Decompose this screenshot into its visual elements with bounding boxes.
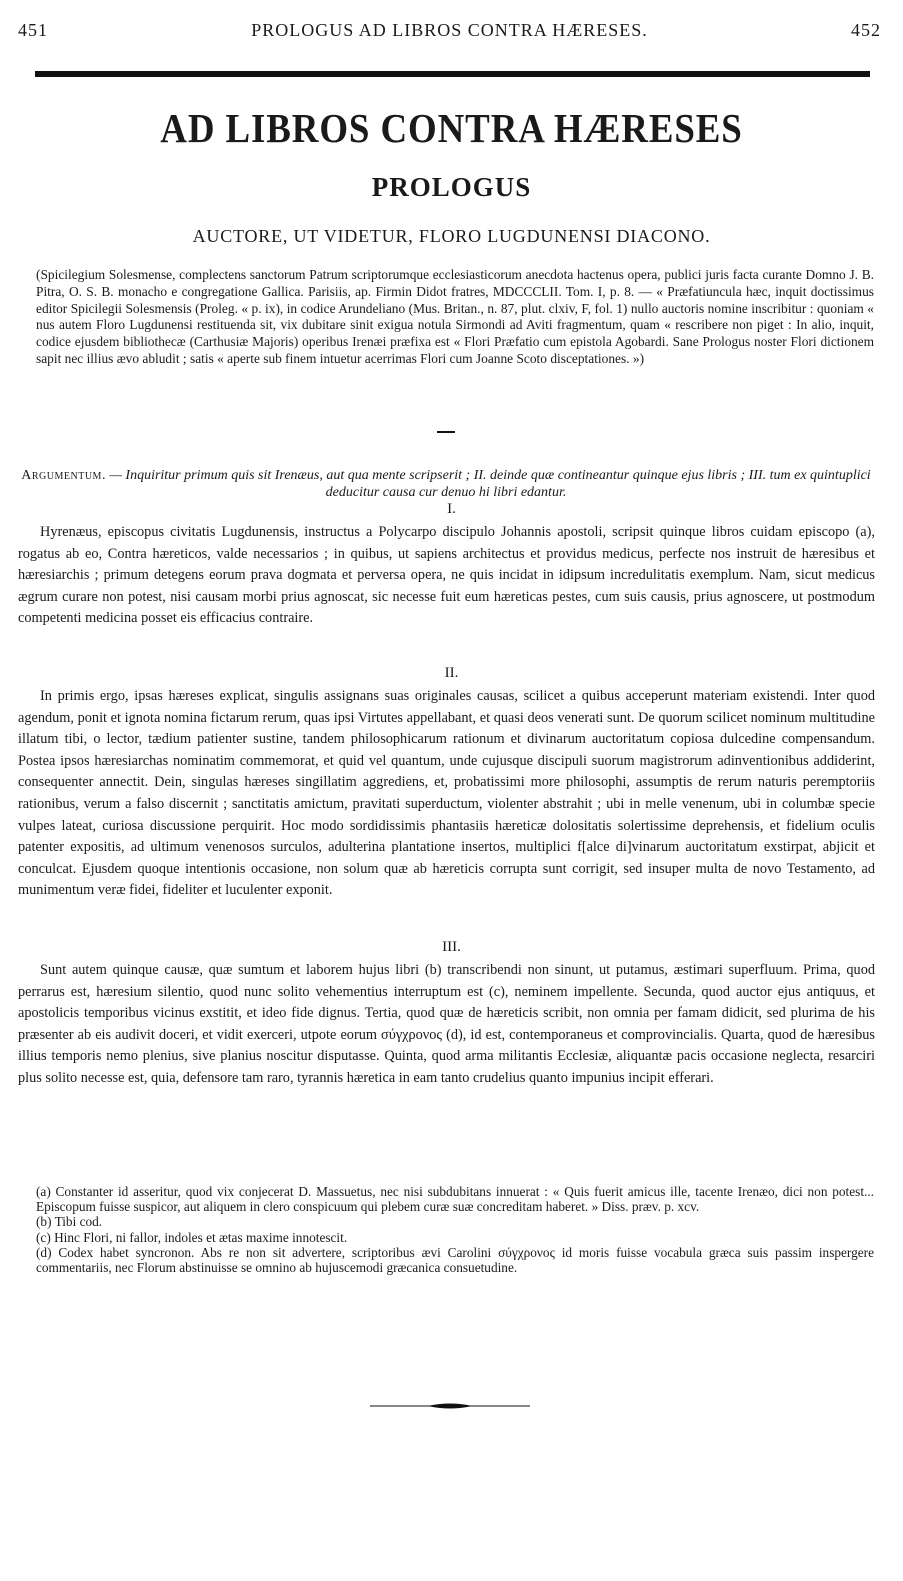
footnote-c: (c) Hinc Flori, ni fallor, indoles et ætas maxime innotescit. bbox=[36, 1229, 348, 1245]
section-divider bbox=[437, 431, 455, 433]
section-paragraph-3: Sunt autem quinque causæ, quæ sumtum et laborem hujus libri (b) transcribendi non sinunt, ut putamus, æstimari superfluum. Prima, quod perrarus est, hæresium silentio, quod nunc solito vehementius interruptum est (c), neminem impellente. Secunda, quod auctor ejus antiquus, et apostolicis temporibus vicinus exstitit, et ideo fide dignus. Tertia, quod quæ de hæreticis scribit, non omnia per famam didicit, sed plurima de his præsenter ab eis audivit doceri, et vidit exerceri, utpote eorum σύγχρονος (d), id est, contemporaneus et comprovincialis. Quarta, quod de hæresibus illius temporis nemo plenius, sive planius noscitur disputasse. Quinta, quod arma militantis Ecclesiæ, aliquantæ pacis occasione neglecta, resarciri plus solito necesse est, quia, defensore tam raro, tyrannis hæretica in eam tanto crudelius quanto impunius incipit efferari. bbox=[18, 962, 875, 1086]
section-number-1: I. bbox=[447, 501, 456, 517]
section-paragraph-1: Hyrenæus, episcopus civitatis Lugdunensis, instructus a Polycarpo discipulo Johannis apostoli, scripsit quinque libros cuidam episcopo (a), rogatus ab eo, Contra hæreticos, valde necessarios ; in quibus, ut sapiens architectus et providus medicus, perfecte nos instruit de hæresibus et hæresiarchis ; primum detegens eorum prava dogmata et perversa opera, ne quis incidat in idipsum incredulitatis exemplum. Nam, sicut medicus ægrum curare non potest, nisi causam morbi prius agnoscat, sic necesse fuit eum hæreticas pestes, cum suis causis, prius agnoscere, ut postmodum competenti medicina posset eis efficacius contraire. bbox=[18, 524, 875, 627]
argument-label: Argumentum. bbox=[21, 468, 106, 483]
argument bbox=[18, 467, 874, 501]
subtitle: PROLOGUS bbox=[371, 172, 532, 202]
source-note bbox=[36, 267, 874, 368]
footnote-d: (d) Codex habet syncronon. Abs re non sit advertere, scriptoribus ævi Carolini σύγχρονος id moris fuisse vocabula græca suis passim inspergere commentariis, nec Florum abstinuisse se omnino ab hujuscemodi græcanica consuetudine. bbox=[36, 1244, 874, 1276]
page-number-right: 452 bbox=[851, 20, 881, 40]
section-number-2: II. bbox=[444, 665, 459, 681]
author-line: AUCTORE, UT VIDETUR, FLORO LUGDUNENSI DIACONO. bbox=[192, 226, 711, 246]
tail-ornament bbox=[370, 1403, 530, 1409]
section-number-3: III. bbox=[442, 939, 461, 955]
main-title: AD LIBROS CONTRA HÆRESES bbox=[160, 105, 743, 151]
header-rule bbox=[35, 71, 870, 76]
footnote-b: (b) Tibi cod. bbox=[36, 1214, 103, 1230]
footnote-a: (a) Constanter id asseritur, quod vix conjecerat D. Massuetus, nec nisi subdubitans innuerat : « Quis fuerit amicus ille, tacente Irenæo, dici non potest... Episcopum fuisse suspicor, aut aliquem in clero conspicuum qui plebem curæ suæ concreditam haberet. » Diss. præv. p. xcv. bbox=[36, 1184, 874, 1215]
footnotes bbox=[36, 1184, 874, 1275]
argument-text: — Inquiritur primum quis sit Irenæus, aut qua mente scripserit ; II. deinde quæ contineantur quinque ejus libris ; III. tum ex quintuplici deducitur causa cur denuo hi libri edantur. bbox=[109, 468, 871, 500]
source-note-text: (Spicilegium Solesmense, complectens sanctorum Patrum scriptorumque ecclesiasticorum anecdota hactenus opera, publici juris facta curante Domno J. B. Pitra, O. S. B. monacho e congregatione Gallica. Parisiis, ap. Firmin Didot fratres, MDCCCLII. Tom. I, p. 8. — « Præfatiuncula hæc, inquit doctissimus editor Spicilegii Solesmensis (Proleg. « p. ix), in codice Arundeliano (Mus. Britan., n. 87, plut. clxiv, F, fol. 1) nullo auctoris nomine inscribitur : quoniam « nus autem Floro Lugdunensi restituenda sit, vix dubitare sinit exigua notula Sirmondi ad Aviti fragmentum, quam « rescribere non piget : In alio, inquit, codice ejusdem bibliothecæ (Carthusiæ Majoris) operibus Irenæi præfixa est « Flori Præfatio cum epistola Agobardi. Sane Prologus noster Flori dictionem sapit nec illius ævo abludit ; satis « aperte sub finem intuetur acerrimas Flori cum Joanne Scoto disceptationes. ») bbox=[36, 267, 874, 366]
page-number-left: 451 bbox=[18, 20, 48, 40]
running-title: PROLOGUS AD LIBROS CONTRA HÆRESES. bbox=[251, 20, 648, 40]
running-head bbox=[18, 20, 881, 42]
section-paragraph-2: In primis ergo, ipsas hæreses explicat, singulis assignans suas originales causas, scilicet a quibus acceperunt materiam existendi. Inter quod agendum, ponit et ignota nomina fictarum rerum, quas ipsi Virtutes appellabant, et quasi deos venerati sunt. De quorum scilicet nominum multitudine illatum tibi, o lector, tædium patienter sustine, tandem philosophicarum rationum et divinarum auctoritatum copiosa dulcedine compensandum. Postea ipsos hæresiarchas nominatim commemorat, et quid vel quantum, unde cujusque discipuli suorum magistrorum adinventionibus addiderint, consequenter annectit. Dein, singulas hæreses singillatim aggrediens, et, probatissimi more philosophi, assumptis de rerum naturis peremptoriis rationibus, verum a falso discernit ; sanctitatis amictum, pravitati superductum, violenter abstrahit ; ubi in melle venenum, ubi in columbæ specie vulpes lateat, curiosa discussione perquirit. Hoc modo sordidissimis phantasiis hæreticæ dolositatis solertissime deprehensis, et fidelium oculis patenter expositis, ad ultimum venenosos surculos, adulterina plantatione insertos, multiplici f[alce di]vinarum auctoritatum exstirpat, abjicit et conculcat. Ejusdem quoque intentionis occasione, non solum quæ ab hæreticis corrupta sunt corrigit, sed insuper multa de novo Testamento, ad munimentum veræ fidei, fideliter et luculenter exponit. bbox=[18, 688, 875, 899]
